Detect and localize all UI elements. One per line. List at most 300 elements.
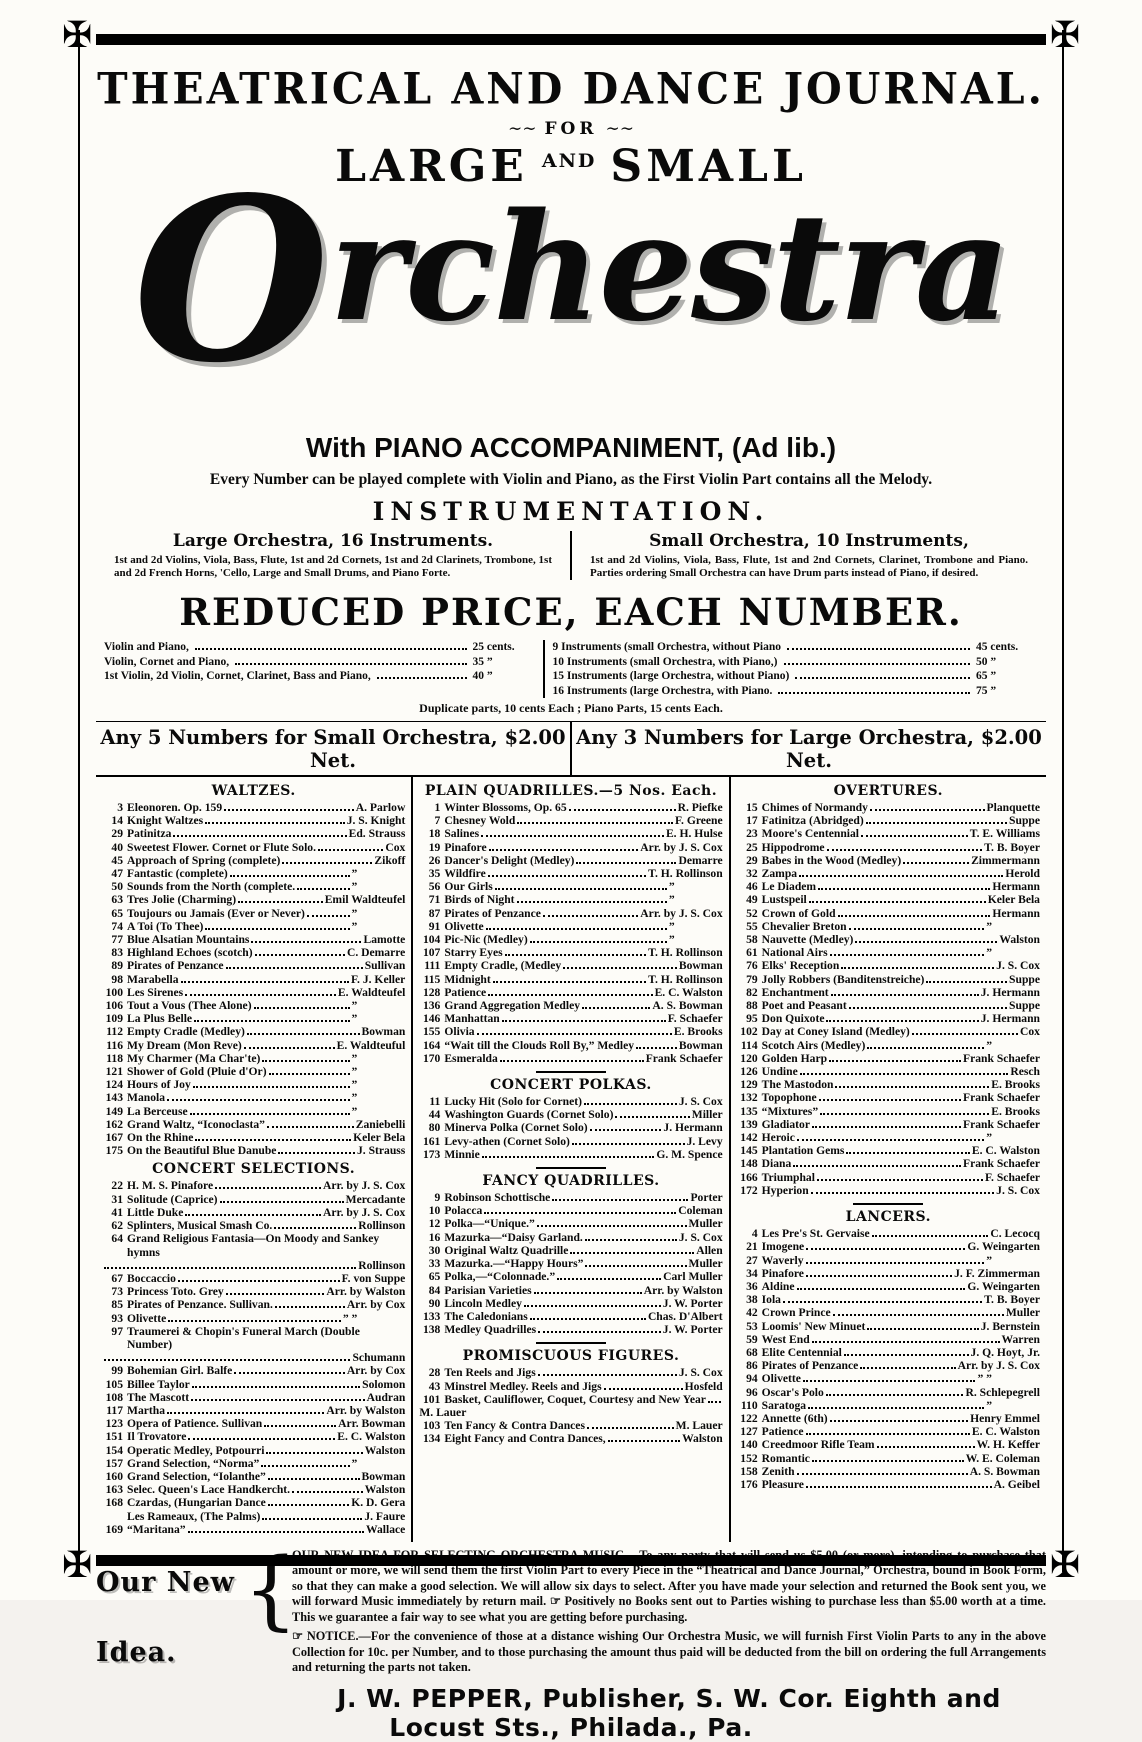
dot-leader: [855, 941, 997, 943]
item-composer: F. von Suppe: [341, 1271, 406, 1285]
dot-leader: [195, 648, 467, 650]
item-title: Salines: [444, 827, 480, 841]
maltese-cross-icon: ✠: [62, 1545, 93, 1586]
dot-leader: [808, 1407, 984, 1409]
item-number: 36: [746, 1279, 758, 1293]
dot-leader: [226, 1293, 325, 1295]
item-composer: J. S. Cox: [678, 1095, 723, 1109]
item-number: 49: [746, 893, 758, 907]
dot-leader: [806, 1262, 985, 1264]
dot-leader: [484, 1212, 676, 1214]
item-number: 168: [105, 1496, 123, 1510]
item-title: Martha: [127, 1403, 165, 1417]
item-title: Ten Fancy & Contra Dances: [444, 1419, 585, 1433]
dot-leader: [254, 1007, 350, 1009]
item-title: Patinitza: [127, 827, 172, 841]
item-number: 16: [428, 1230, 441, 1244]
journal-title: THEATRICAL AND DANCE JOURNAL.: [97, 63, 1045, 115]
list-item: [102, 841, 405, 854]
list-item: [737, 1333, 1040, 1346]
item-title: Princess Toto. Grey: [127, 1285, 224, 1299]
item-composer: Arr. by J. S. Cox: [640, 906, 723, 920]
item-composer: ”: [986, 1253, 992, 1267]
item-composer: ”: [351, 1078, 358, 1092]
list-item: [737, 1012, 1040, 1025]
item-composer: Frank Schaefer: [963, 1157, 1040, 1171]
list-item: [419, 1039, 722, 1052]
price-row: [553, 640, 1039, 655]
list-item: [737, 854, 1040, 867]
dot-leader: [517, 822, 673, 824]
list-item: [737, 1171, 1040, 1184]
dot-leader: [104, 1267, 356, 1269]
item-composer: M. Lauer: [419, 1405, 467, 1419]
item-composer: E. Waldteuful: [336, 1038, 406, 1052]
dot-leader: [238, 901, 323, 903]
item-title: Little Duke: [127, 1205, 184, 1219]
dot-leader: [278, 1152, 355, 1154]
dot-leader: [534, 1292, 642, 1294]
price-value: 35 ”: [472, 655, 493, 668]
item-composer: Hermann: [992, 906, 1040, 920]
list-item: [102, 973, 405, 986]
dot-leader: [517, 901, 667, 903]
item-number: 154: [105, 1443, 123, 1457]
price-value: 40 ”: [472, 670, 493, 682]
item-title: The Mastodon: [761, 1078, 834, 1092]
item-composer: Arr. by Cox: [346, 1364, 406, 1378]
item-number: 120: [740, 1051, 758, 1065]
item-number: 95: [746, 1012, 758, 1026]
item-composer: A. S. Bowman: [969, 1464, 1040, 1478]
item-number: 123: [105, 1417, 123, 1431]
item-composer: ”: [351, 867, 358, 881]
item-title: Marabella: [127, 972, 179, 986]
price-value: 50 ”: [976, 655, 997, 668]
dot-leader: [495, 888, 667, 890]
dot-leader: [784, 663, 971, 665]
list-item: [102, 1325, 405, 1365]
item-number: 23: [746, 827, 758, 841]
list-item: [102, 907, 405, 920]
price-label: 15 Instruments (large Orchestra, without Piano): [552, 670, 790, 682]
dot-leader: [570, 1252, 694, 1254]
item-composer: Walston: [682, 1432, 723, 1446]
item-title: Olivia: [444, 1025, 475, 1039]
dot-leader: [866, 822, 1007, 824]
dot-leader: [803, 1380, 976, 1382]
item-composer: ”: [351, 906, 358, 920]
item-number: 161: [422, 1134, 441, 1148]
item-composer: Suppe: [1009, 814, 1040, 828]
catalog-column-2: [411, 777, 728, 1542]
item-title: On the Beautiful Blue Danube: [127, 1144, 277, 1158]
list-item: [419, 893, 722, 906]
dot-leader: [708, 1401, 721, 1403]
list-item: [419, 1108, 722, 1121]
list-item: [102, 1496, 405, 1509]
item-title: H. M. S. Pinafore: [127, 1179, 214, 1193]
dot-leader: [563, 967, 677, 969]
dot-leader: [168, 1320, 341, 1322]
item-number: 175: [105, 1144, 123, 1158]
item-number: 76: [746, 959, 758, 973]
item-composer: E. C. Walston: [971, 1425, 1040, 1439]
price-table: [96, 640, 1046, 698]
item-composer: R. Piefke: [677, 801, 723, 814]
dot-leader: [926, 981, 1007, 983]
item-title: Lustspeil: [761, 893, 807, 907]
list-item: [419, 801, 722, 814]
item-title: Polka—“Unique.”: [444, 1217, 535, 1231]
list-item: [737, 867, 1040, 880]
list-item: [419, 1025, 722, 1038]
item-number: 25: [746, 840, 758, 854]
item-composer: ” ”: [342, 1311, 358, 1325]
item-title: Creedmoor Rifle Team: [761, 1438, 875, 1452]
item-title: Polka,—“Colonnade.”: [444, 1270, 556, 1284]
item-title: Babes in the Wood (Medley): [761, 853, 902, 867]
large-word: LARGE: [335, 141, 528, 192]
offers-line: [96, 721, 1046, 775]
item-title: Pinafore: [761, 1266, 804, 1280]
small-orchestra-instrumentation: [570, 531, 1046, 580]
dot-leader: [505, 954, 647, 956]
list-item: [737, 1465, 1040, 1478]
list-item: [737, 1065, 1040, 1078]
item-number: 128: [422, 985, 441, 999]
list-item: [102, 1272, 405, 1285]
list-item: [737, 1280, 1040, 1293]
item-number: 59: [746, 1332, 758, 1346]
dot-leader: [604, 1388, 683, 1390]
dot-leader: [224, 809, 354, 811]
item-title: Minstrel Medley. Reels and Jigs: [444, 1379, 602, 1393]
item-title: Minnie: [444, 1147, 480, 1161]
dot-leader: [793, 1165, 961, 1167]
dot-leader: [636, 1047, 677, 1049]
item-composer: J. Hermann: [980, 985, 1040, 999]
catalog-column-1: [96, 777, 411, 1542]
list-item: [737, 880, 1040, 893]
instrumentation-title: INSTRUMENTATION.: [372, 497, 770, 526]
item-title: Eight Fancy and Contra Dances,: [444, 1432, 606, 1446]
orchestra-rest: rchestra: [329, 180, 1009, 354]
dot-leader: [903, 862, 969, 864]
item-composer: Cox: [385, 840, 406, 854]
item-title: La Plus Belle: [127, 1012, 193, 1026]
item-title: Fatinitza (Abridged): [761, 814, 864, 828]
item-number: 108: [105, 1390, 123, 1404]
item-composer: E. Brooks: [991, 1104, 1040, 1118]
dot-leader: [830, 954, 985, 956]
item-composer: Planquette: [986, 801, 1040, 814]
dot-leader: [806, 1275, 952, 1277]
dot-leader: [867, 1328, 978, 1330]
item-number: 111: [424, 959, 441, 973]
item-composer: Arr. by Walston: [326, 1403, 406, 1417]
price-row: [553, 684, 1039, 699]
item-number: 29: [111, 827, 123, 841]
item-composer: Carl Muller: [663, 1270, 723, 1284]
dot-leader: [307, 915, 350, 917]
item-title: Annette (6th): [761, 1411, 828, 1425]
item-title: Original Waltz Quadrille: [444, 1243, 569, 1257]
item-title: Oscar's Polo: [761, 1385, 824, 1399]
item-number: 3: [117, 801, 123, 814]
item-number: 126: [740, 1065, 758, 1079]
list-item: [419, 933, 722, 946]
list-item: [102, 1193, 405, 1206]
list-item: [419, 1432, 722, 1445]
item-composer: E. Brooks: [673, 1025, 723, 1039]
item-title: “Maritana”: [127, 1522, 186, 1536]
item-composer: Muller: [1005, 1306, 1040, 1320]
item-title: Levy-athen (Cornet Solo): [444, 1134, 570, 1148]
item-title: Lucky Hit (Solo for Cornet): [444, 1095, 582, 1109]
item-number: 11: [429, 1095, 441, 1109]
item-composer: T. E. Williams: [969, 827, 1040, 841]
item-number: 138: [422, 1323, 441, 1337]
item-composer: Arr. by Walston: [643, 1283, 723, 1297]
list-item: [102, 893, 405, 906]
item-number: 115: [423, 972, 441, 986]
item-composer: Frank Schaefer: [645, 1051, 723, 1065]
item-title: Sweetest Flower. Cornet or Flute Solo.: [127, 840, 317, 854]
section-divider: [536, 1071, 606, 1073]
list-item: [419, 880, 722, 893]
item-number: 31: [111, 1192, 123, 1206]
dot-leader: [377, 677, 467, 679]
item-composer: A. Geibel: [993, 1477, 1040, 1491]
item-composer: T. H. Rollinson: [648, 946, 723, 960]
list-item: [102, 1219, 405, 1232]
item-title: Robinson Schottische: [444, 1191, 551, 1205]
list-item: [419, 986, 722, 999]
item-composer: Arr. by Walston: [326, 1285, 406, 1299]
item-composer: Frank Schaefer: [963, 1091, 1040, 1105]
maltese-cross-icon: ✠: [1049, 1545, 1080, 1586]
list-item: [737, 946, 1040, 959]
list-item: [419, 1257, 722, 1270]
dot-leader: [493, 981, 646, 983]
item-composer: T. B. Boyer: [984, 840, 1040, 854]
item-number: 9: [434, 1191, 441, 1205]
item-number: 12: [428, 1217, 441, 1231]
item-composer: Keler Bela: [353, 1131, 406, 1145]
item-number: 116: [106, 1038, 123, 1052]
item-number: 45: [111, 853, 123, 867]
item-number: 21: [746, 1240, 758, 1254]
list-item: [737, 973, 1040, 986]
duplicate-parts-note: Duplicate parts, 10 cents Each ; Piano Parts, 15 cents Each.: [419, 701, 723, 715]
list-item: [102, 986, 405, 999]
dot-leader: [235, 663, 466, 665]
item-number: 94: [746, 1372, 758, 1386]
item-title: Boccaccio: [127, 1271, 176, 1285]
list-item: [419, 973, 722, 986]
dot-leader: [247, 1033, 360, 1035]
list-item: [737, 1372, 1040, 1385]
footer: [96, 1539, 1046, 1742]
item-composer: A. Parlow: [355, 801, 406, 814]
item-number: 93: [111, 1311, 123, 1325]
item-title: Eleonoren. Op. 159: [127, 801, 223, 814]
list-item: [737, 814, 1040, 827]
item-number: 19: [428, 840, 441, 854]
list-item: [102, 867, 405, 880]
item-title: Minerva Polka (Cornet Solo): [444, 1121, 588, 1135]
item-title: The Caledonians: [444, 1309, 528, 1323]
section-title: FANCY QUADRILLES.: [482, 1173, 660, 1190]
list-item: [419, 1135, 722, 1148]
dot-leader: [818, 888, 990, 890]
dot-leader: [205, 822, 345, 824]
list-item: [737, 1131, 1040, 1144]
dot-leader: [226, 967, 363, 969]
dot-leader: [860, 1367, 955, 1369]
item-number: 35: [428, 867, 441, 881]
item-composer: J. S. Cox: [678, 1366, 723, 1380]
list-item: [737, 1267, 1040, 1280]
new-idea-title: Our New Idea.: [96, 1566, 235, 1668]
item-composer: Porter: [690, 1191, 723, 1205]
dot-leader: [261, 1465, 349, 1467]
item-number: 107: [422, 946, 441, 960]
price-label: 1st Violin, 2d Violin, Cornet, Clarinet, Bass and Piano,: [104, 670, 371, 682]
dot-leader: [275, 1306, 345, 1308]
item-composer: Zimmermann: [971, 853, 1040, 867]
small-orchestra-heading: Small Orchestra, 10 Instruments,: [649, 531, 969, 551]
item-title: Il Trovatore: [127, 1430, 187, 1444]
item-composer: Rollinson: [358, 1258, 406, 1272]
small-orchestra-body: 1st and 2d Violins, Viola, Bass, Flute, 1st and 2nd Cornets, Clarinet, Trombone and Piano. Parties ordering Small Orchestra can have Drum parts instead of Piano, if desired.: [590, 554, 1028, 579]
item-title: Basket, Cauliflower, Coquet, Courtesy and New Year: [444, 1392, 706, 1406]
item-number: 167: [105, 1131, 123, 1145]
item-composer: E. Brooks: [991, 1078, 1040, 1092]
item-title: Pleasure: [761, 1477, 804, 1491]
dot-leader: [787, 648, 970, 650]
item-title: Heroic: [761, 1131, 795, 1145]
price-value: 75 ”: [976, 684, 997, 697]
item-number: 79: [746, 972, 758, 986]
list-item: [102, 814, 405, 827]
new-idea-label: [96, 1539, 298, 1688]
item-title: Grand Selection, “Iolanthe”: [127, 1469, 266, 1483]
list-item: [737, 1293, 1040, 1306]
item-title: Lincoln Medley: [444, 1296, 522, 1310]
item-composer: W. E. Coleman: [965, 1451, 1040, 1465]
item-composer: F. J. Keller: [351, 972, 406, 986]
item-title: Pirates of Penzance: [444, 906, 541, 920]
list-item: [102, 1052, 405, 1065]
item-title: Pic-Nic (Medley): [444, 933, 528, 947]
list-item: [102, 1391, 405, 1404]
item-title: Le Diadem: [761, 880, 817, 894]
melody-note: Every Number can be played complete with Violin and Piano, as the First Violin Part contains all the Melody.: [209, 471, 933, 488]
item-number: 17: [746, 814, 758, 828]
list-item: [102, 1285, 405, 1298]
item-composer: Arr. by J. S. Cox: [322, 1205, 406, 1219]
item-composer: J. Q. Hoyt, Jr.: [970, 1345, 1040, 1359]
item-composer: Schumann: [352, 1351, 406, 1365]
item-number: 176: [740, 1477, 758, 1491]
dot-leader: [274, 1227, 356, 1229]
item-title: Hours of Joy: [127, 1078, 191, 1092]
item-title: Starry Eyes: [444, 946, 503, 960]
list-item: [102, 1298, 405, 1311]
item-title: Czardas, (Hungarian Dance: [127, 1496, 266, 1510]
dot-leader: [806, 1433, 970, 1435]
list-item: [102, 1483, 405, 1496]
dot-leader: [193, 1086, 350, 1088]
list-item: [102, 1364, 405, 1377]
item-composer: T. H. Rollinson: [648, 972, 723, 986]
list-item: [102, 1444, 405, 1457]
dot-leader: [502, 1020, 666, 1022]
item-composer: Bowman: [678, 1038, 723, 1052]
item-title: Highland Echoes (scotch): [127, 946, 253, 960]
maltese-cross-icon: ✠: [1049, 15, 1080, 56]
item-number: 91: [428, 919, 441, 933]
item-number: 50: [111, 880, 123, 894]
publisher-line: J. W. PEPPER, Publisher, S. W. Cor. Eighth and Locust Sts., Philada., Pa.: [337, 1683, 1001, 1742]
item-number: 122: [740, 1411, 758, 1425]
item-number: 28: [428, 1366, 441, 1380]
list-item: [419, 1217, 722, 1230]
dot-leader: [820, 1113, 989, 1115]
item-title: Les Rameaux, (The Palms): [127, 1509, 261, 1523]
item-title: Mazurka.—“Happy Hours”: [444, 1257, 584, 1271]
item-composer: J. S. Knight: [346, 814, 406, 828]
instrumentation-columns: [96, 531, 1046, 580]
item-number: 140: [740, 1438, 758, 1452]
item-title: Moore's Centennial: [761, 827, 860, 841]
section-divider: [853, 1203, 923, 1205]
item-composer: ”: [351, 1065, 358, 1079]
dot-leader: [800, 1073, 1009, 1075]
item-composer: G. Weingarten: [967, 1240, 1040, 1254]
item-number: 103: [422, 1419, 441, 1433]
section-title: PLAIN QUADRILLES.—5 Nos. Each.: [424, 783, 718, 799]
list-item: [102, 1232, 405, 1272]
item-number: 87: [428, 906, 441, 920]
dot-leader: [877, 1446, 975, 1448]
item-composer: ”: [986, 919, 992, 933]
price-label: 16 Instruments (large Orchestra, with Piano.: [552, 684, 773, 697]
list-item: [419, 959, 722, 972]
item-composer: ”: [351, 1051, 358, 1065]
list-item: [102, 946, 405, 959]
item-number: 67: [111, 1271, 123, 1285]
dot-leader: [167, 1099, 350, 1101]
item-title: Waverly: [761, 1253, 804, 1267]
item-title: Medley Quadrilles: [444, 1323, 537, 1337]
list-item: [102, 1131, 405, 1144]
item-title: Poet and Peasant: [761, 999, 847, 1013]
list-item: [102, 1065, 405, 1078]
dot-leader: [489, 849, 639, 851]
item-title: Romantic: [761, 1451, 810, 1465]
item-number: 27: [746, 1253, 758, 1267]
item-number: 55: [746, 919, 758, 933]
item-composer: ”: [351, 1091, 358, 1105]
dot-leader: [269, 1073, 350, 1075]
item-composer: Bowman: [678, 959, 723, 973]
item-title: Manola: [127, 1091, 166, 1105]
price-row: [104, 669, 535, 684]
dot-leader: [569, 809, 676, 811]
